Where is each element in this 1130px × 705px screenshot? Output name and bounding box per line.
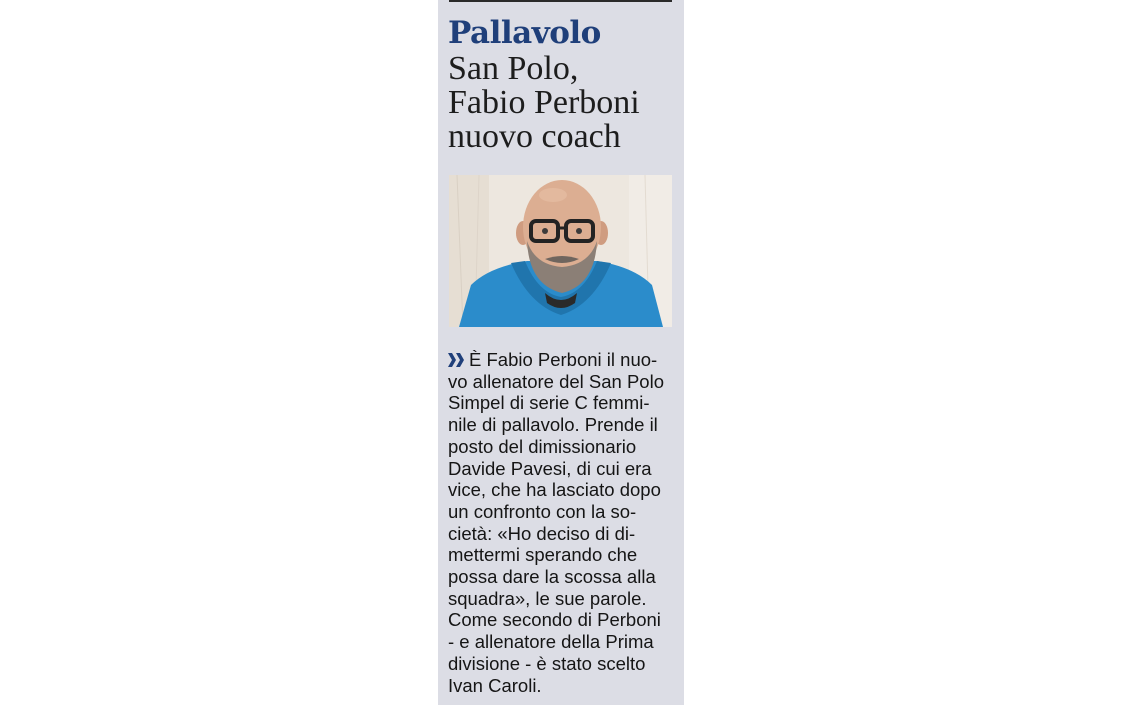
portrait-illustration bbox=[449, 175, 672, 327]
body-line: divisione - è stato scelto bbox=[448, 652, 646, 674]
body-line: Ivan Caroli. bbox=[448, 674, 542, 696]
article-body bbox=[448, 349, 676, 696]
body-line: posto del dimissionario bbox=[448, 435, 637, 457]
portrait-photo bbox=[449, 175, 672, 327]
body-line: cietà: «Ho deciso di di- bbox=[448, 522, 636, 544]
body-line: Come secondo di Perboni bbox=[448, 609, 661, 631]
body-line: un confronto con la so- bbox=[448, 500, 637, 522]
body-line: vice, che ha lasciato dopo bbox=[448, 479, 661, 501]
body-line: nile di pallavolo. Prende il bbox=[448, 414, 658, 436]
double-chevron-icon bbox=[448, 353, 465, 367]
body-line bbox=[448, 349, 676, 371]
body-line: Davide Pavesi, di cui era bbox=[448, 457, 652, 479]
headline-line: nuovo coach bbox=[448, 118, 621, 155]
article-kicker: Pallavolo bbox=[448, 15, 601, 51]
body-line: vo allenatore del San Polo bbox=[448, 370, 664, 392]
article-headline bbox=[448, 52, 680, 154]
body-line: - e allenatore della Prima bbox=[448, 631, 654, 653]
body-line: possa dare la scossa alla bbox=[448, 566, 656, 588]
top-rule-divider bbox=[449, 0, 672, 2]
body-line: Simpel di serie C femmi- bbox=[448, 392, 650, 414]
headline-line: San Polo, bbox=[448, 50, 579, 87]
body-line: squadra», le sue parole. bbox=[448, 587, 647, 609]
body-line-text: È Fabio Perboni il nuo- bbox=[469, 349, 658, 370]
headline-line: Fabio Perboni bbox=[448, 84, 640, 121]
body-line: mettermi sperando che bbox=[448, 544, 638, 566]
